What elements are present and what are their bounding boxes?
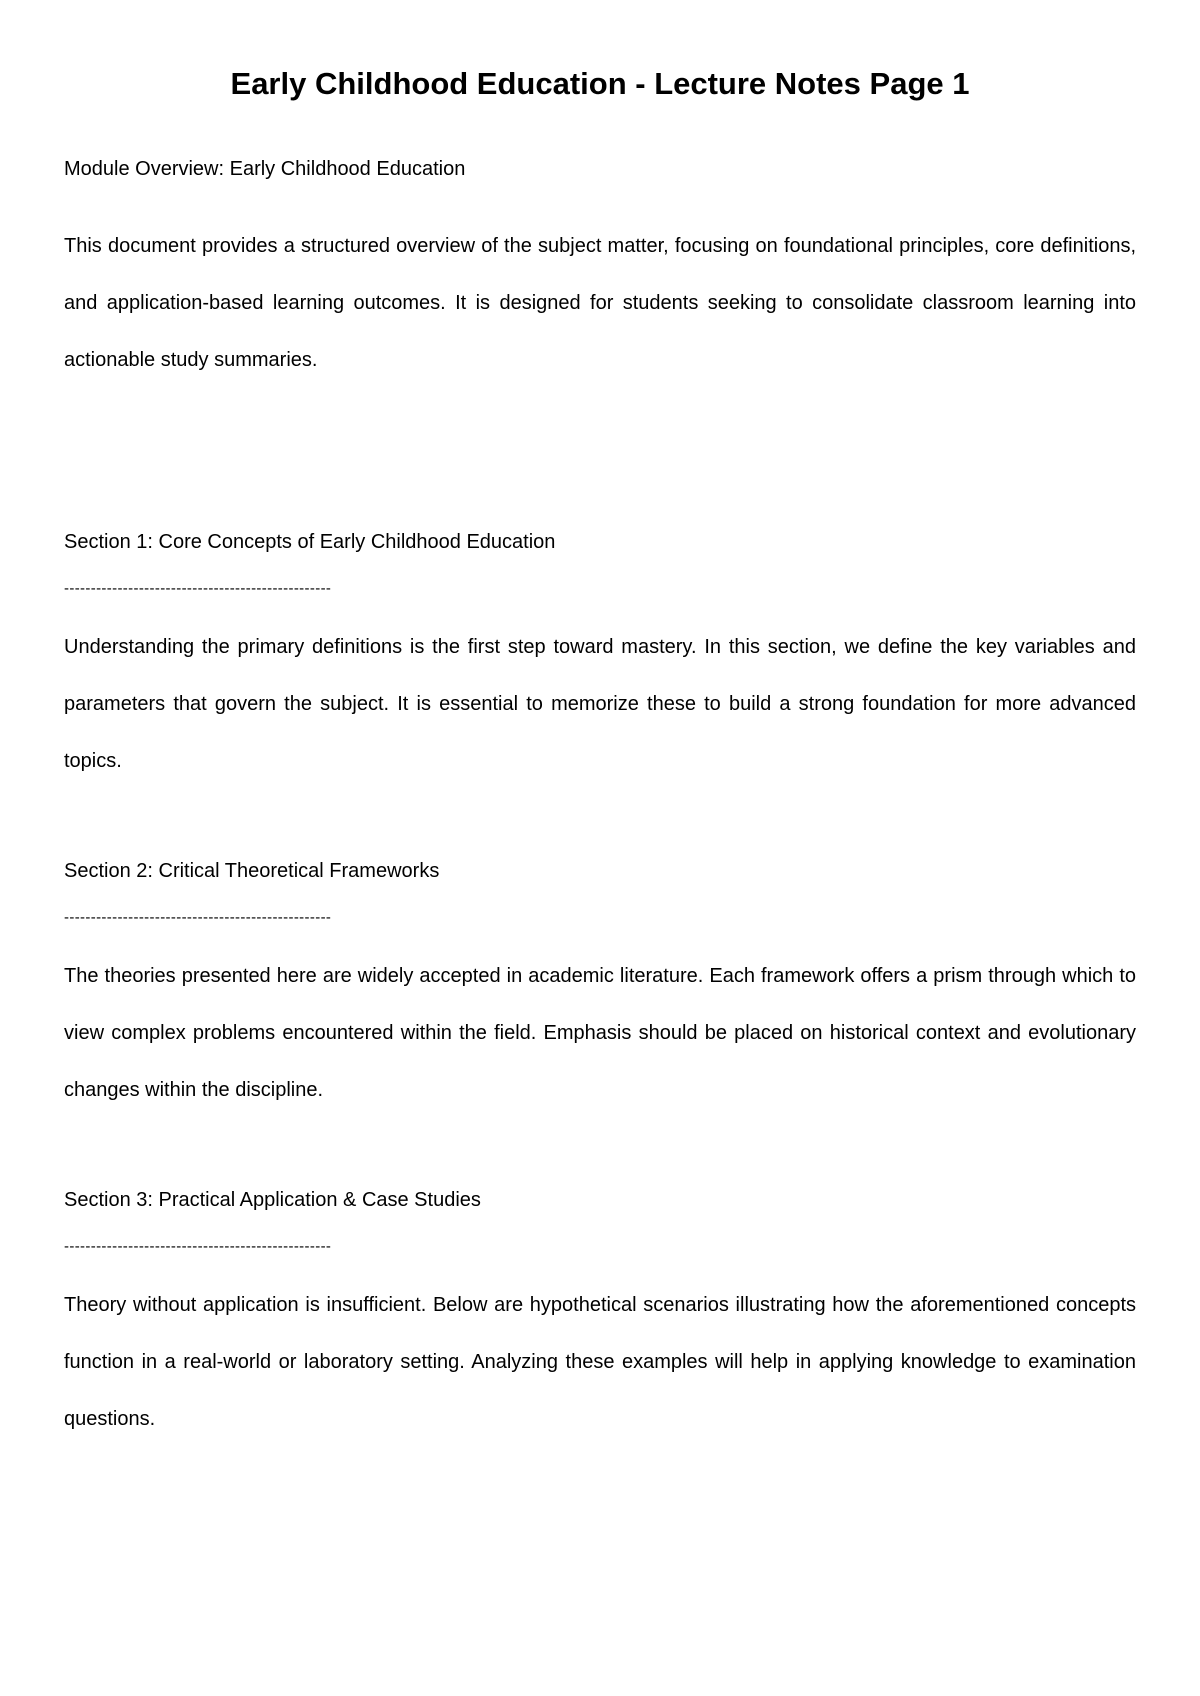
section-paragraph: Theory without application is insufficient. Below are hypothetical scenarios illustrating how the aforementioned concepts function in a real-world or laboratory setting. Analyzing these examples will help in applying knowledge to examination questions. <box>64 1294 1136 1430</box>
section-divider: -------------------------------------------------- <box>64 909 332 926</box>
section-heading: Section 3: Practical Application & Case Studies <box>64 1189 481 1211</box>
section-paragraph: Understanding the primary definitions is the first step toward mastery. In this section, we define the key variables and parameters that govern the subject. It is essential to memorize these to build a strong foundation for more advanced topics. <box>64 636 1136 772</box>
section-theoretical-frameworks <box>64 856 1136 1119</box>
section-practical-application <box>64 1185 1136 1448</box>
section-heading: Section 2: Critical Theoretical Frameworks <box>64 860 440 882</box>
page-title: Early Childhood Education - Lecture Notes Page 1 <box>230 66 970 101</box>
section-heading: Section 1: Core Concepts of Early Childhood Education <box>64 531 556 553</box>
section-core-concepts <box>64 527 1136 790</box>
intro-paragraph: This document provides a structured overview of the subject matter, focusing on foundational principles, core definitions, and application-based learning outcomes. It is designed for students seeking to consolidate classroom learning into actionable study summaries. <box>64 235 1136 371</box>
section-paragraph: The theories presented here are widely accepted in academic literature. Each framework offers a prism through which to view complex problems encountered within the field. Emphasis should be placed on historical context and evolutionary changes within the discipline. <box>64 965 1136 1101</box>
section-divider: -------------------------------------------------- <box>64 1238 332 1255</box>
module-heading: Module Overview: Early Childhood Education <box>64 158 466 180</box>
section-divider: -------------------------------------------------- <box>64 580 332 597</box>
